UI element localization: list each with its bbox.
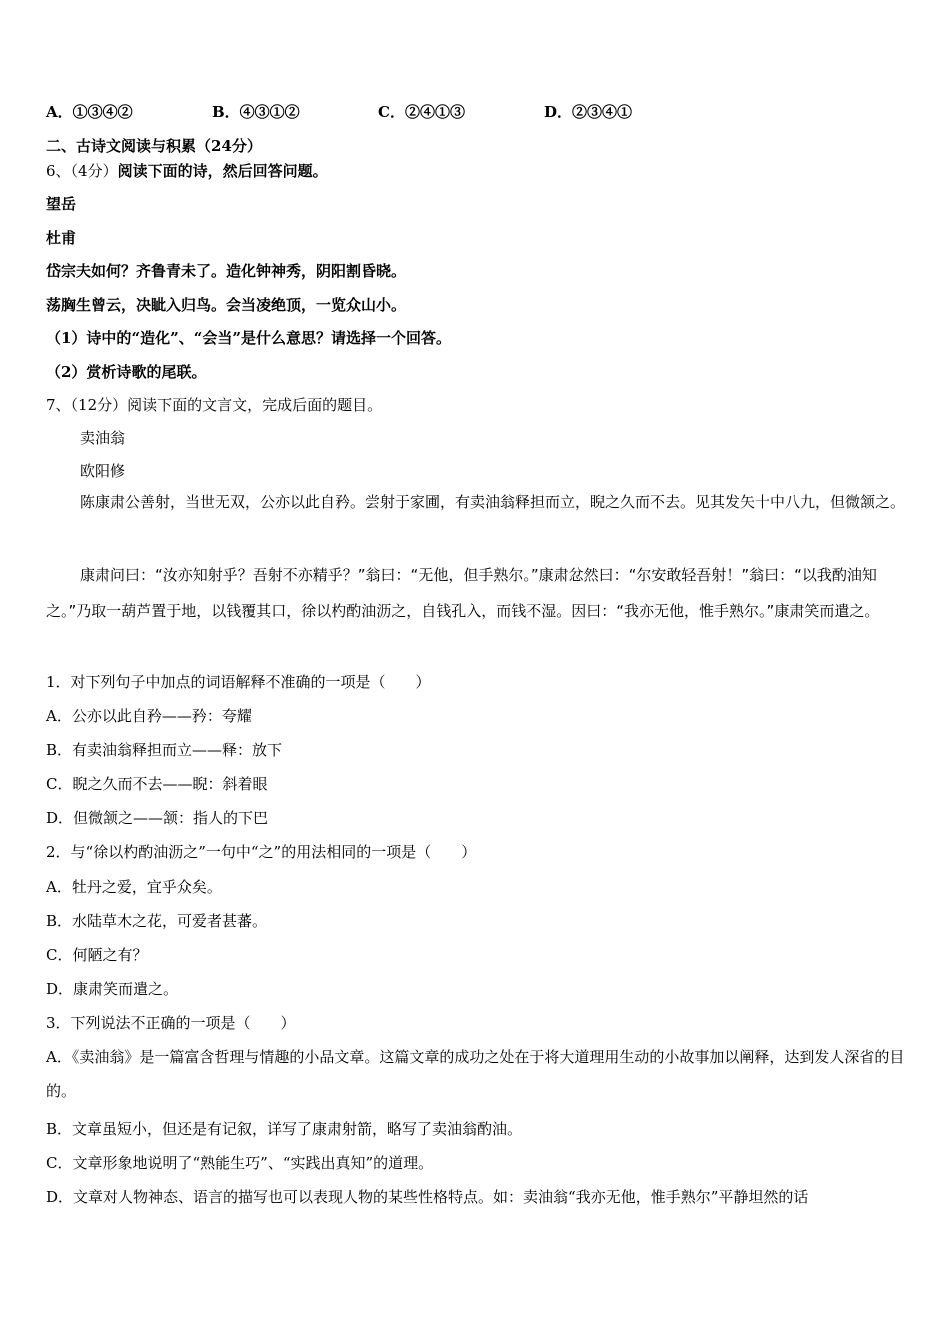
passage-paragraph-2: 康肃问曰：“汝亦知射乎？吾射不亦精乎？”翁曰：“无他，但手熟尔。”康肃忿然曰：“尔安敢轻吾射！”翁曰：“以我酌油知之。”乃取一葫芦置于地，以钱覆其口，徐以杓酌油沥之，自钱孔入，而钱不湿。因曰：“我亦无他，惟手熟尔。”康肃笑而遣之。: [46, 566, 880, 620]
q5-option-a: A．①③④②: [46, 103, 133, 121]
sq3-option-b: B．文章虽短小，但还是有记叙，详写了康肃射箭，略写了卖油翁酌油。: [46, 1120, 523, 1138]
poem-line-2: 荡胸生曾云，决眦入归鸟。会当凌绝顶，一览众山小。: [46, 296, 407, 314]
sq2-stem: 2．与“徐以杓酌油沥之”一句中“之”的用法相同的一项是（ ）: [46, 843, 477, 861]
sq2-option-c: C．何陋之有？: [46, 946, 148, 964]
sq3-stem: 3．下列说法不正确的一项是（ ）: [46, 1014, 296, 1032]
sq1-option-b: B．有卖油翁释担而立——释：放下: [46, 741, 283, 759]
q6-sub-question-2: （2）赏析诗歌的尾联。: [46, 363, 207, 381]
poem-title: 望岳: [46, 195, 77, 213]
q6-heading: [46, 161, 328, 181]
sq3-option-c: C．文章形象地说明了“熟能生巧”、“实践出真知”的道理。: [46, 1154, 434, 1172]
q5-option-d: D．②③④①: [544, 103, 633, 121]
q7-intro: 7、（12分）阅读下面的文言文，完成后面的题目。: [46, 396, 383, 414]
sq2-option-a: A．牡丹之爱，宜乎众矣。: [46, 878, 222, 896]
q6-prompt: 阅读下面的诗，然后回答问题。: [117, 162, 328, 180]
sq1-stem: 1．对下列句子中加点的词语解释不准确的一项是（ ）: [46, 673, 431, 691]
q6-number: 6、（4分）: [46, 162, 118, 180]
sq3-option-d: D．文章对人物神态、语言的描写也可以表现人物的某些性格特点。如：卖油翁“我亦无他，惟手熟尔”平静坦然的话: [46, 1188, 809, 1206]
sq2-option-b: B．水陆草木之花，可爱者甚蕃。: [46, 912, 268, 930]
passage-title: 卖油翁: [80, 429, 126, 447]
sq3-option-a: A．《卖油翁》是一篇富含哲理与情趣的小品文章。这篇文章的成功之处在于将大道理用生动的小故事加以阐释，达到发人深省的目的。: [46, 1048, 905, 1100]
q6-sub-question-1: （1）诗中的“造化”、“会当”是什么意思？请选择一个回答。: [46, 329, 451, 347]
sq1-option-c: C．睨之久而不去——睨：斜着眼: [46, 775, 268, 793]
sq1-option-a: A．公亦以此自矜——矜：夸耀: [46, 707, 252, 725]
poem-line-1: 岱宗夫如何？齐鲁青未了。造化钟神秀，阴阳割昏晓。: [46, 262, 407, 280]
q5-option-c: C．②④①③: [378, 103, 465, 121]
sq2-option-d: D．康肃笑而遣之。: [46, 980, 179, 998]
poem-author: 杜甫: [46, 229, 77, 247]
q5-option-b: B．④③①②: [212, 103, 300, 121]
passage-author: 欧阳修: [80, 462, 126, 480]
passage-paragraph-1: 陈康肃公善射，当世无双，公亦以此自矜。尝射于家圃，有卖油翁释担而立，睨之久而不去。见其发矢十中八九，但微颔之。: [80, 493, 906, 511]
section-title: 二、古诗文阅读与积累（24分）: [46, 137, 262, 155]
sq1-option-d: D．但微颔之——颔：指人的下巴: [46, 809, 269, 827]
